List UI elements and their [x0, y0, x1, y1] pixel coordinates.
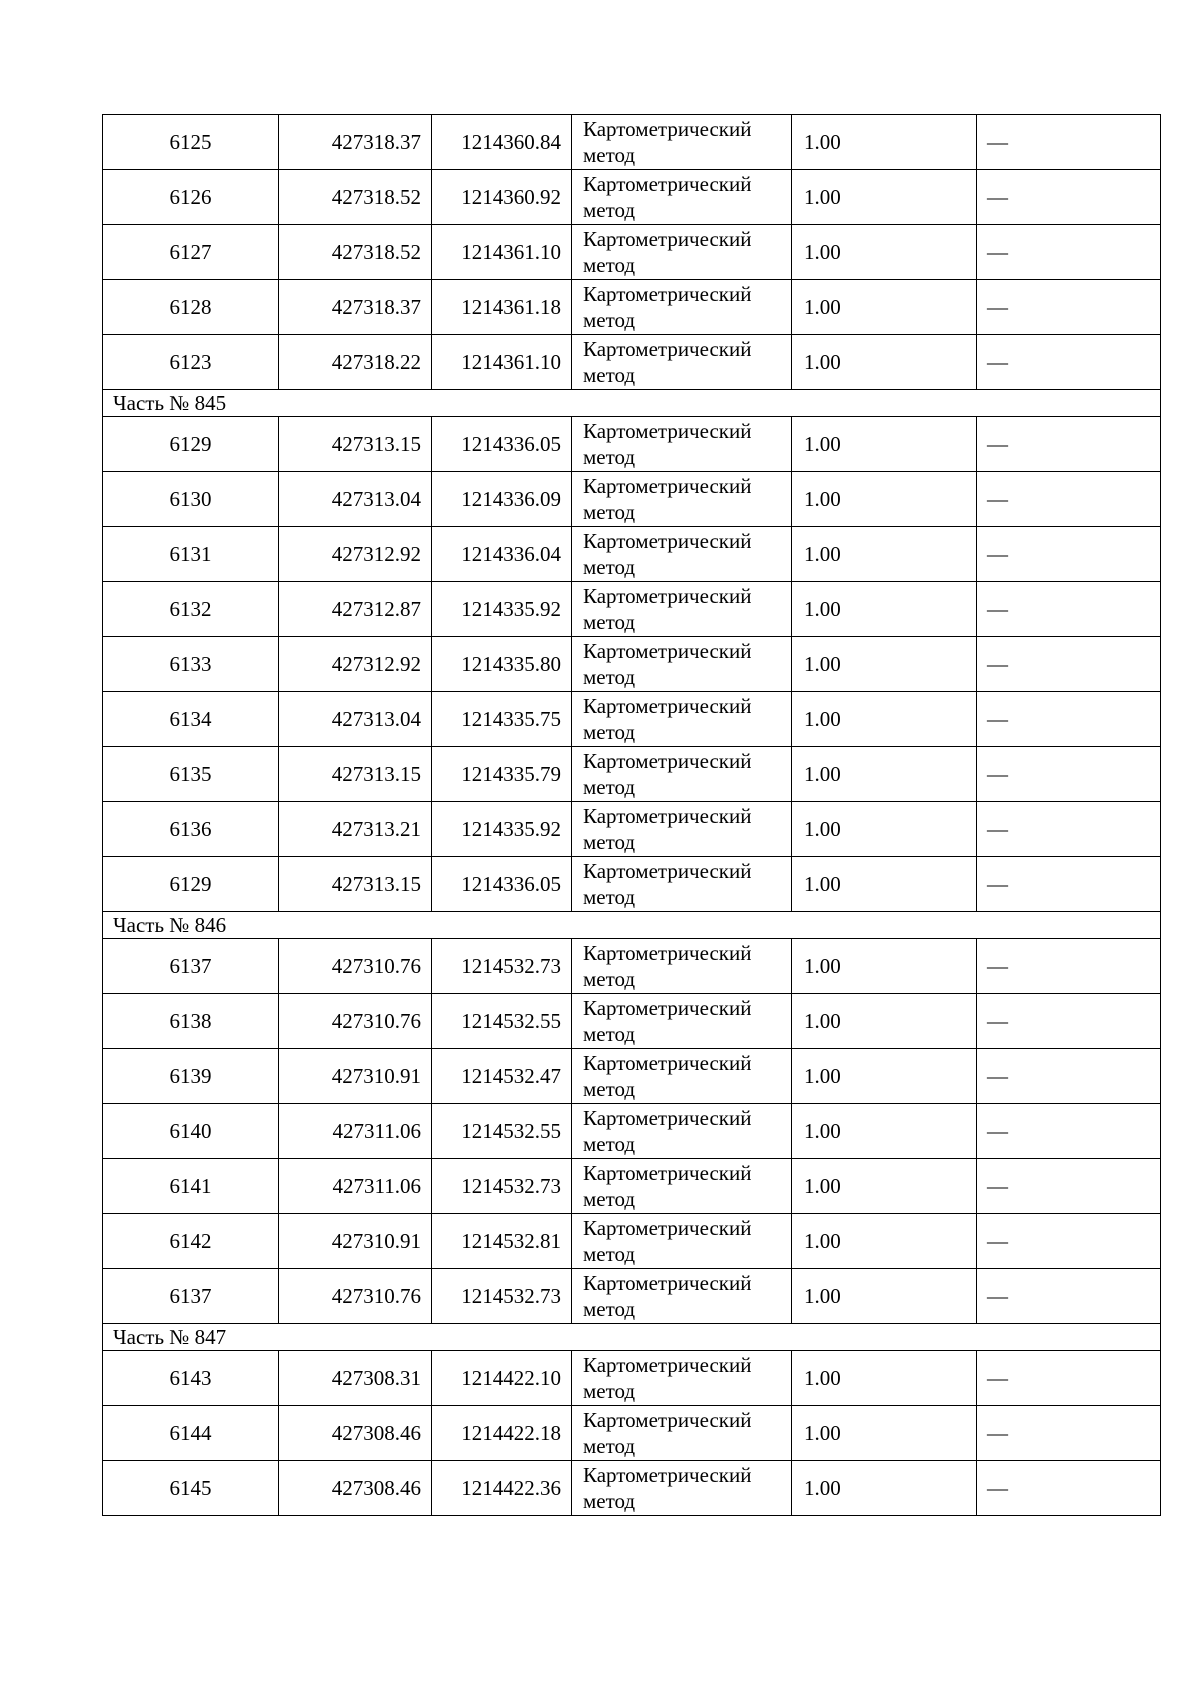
accuracy-cell: 1.00 — [792, 170, 977, 225]
accuracy-cell: 1.00 — [792, 1104, 977, 1159]
accuracy-cell: 1.00 — [792, 637, 977, 692]
description-cell: — — [977, 637, 1161, 692]
y-coordinate-cell: 1214532.73 — [432, 939, 572, 994]
method-line-1: Картометрический — [583, 996, 752, 1020]
method-cell — [572, 939, 792, 994]
y-coordinate-cell: 1214532.73 — [432, 1159, 572, 1214]
description-cell: — — [977, 225, 1161, 280]
y-coordinate-cell: 1214422.36 — [432, 1461, 572, 1516]
method-line-1: Картометрический — [583, 117, 752, 141]
y-coordinate-cell: 1214335.80 — [432, 637, 572, 692]
accuracy-cell: 1.00 — [792, 1269, 977, 1324]
x-coordinate-cell: 427313.15 — [279, 857, 432, 912]
x-coordinate-cell: 427310.91 — [279, 1049, 432, 1104]
table-row — [103, 857, 1161, 912]
y-coordinate-cell: 1214336.05 — [432, 857, 572, 912]
accuracy-cell: 1.00 — [792, 939, 977, 994]
description-cell: — — [977, 1269, 1161, 1324]
table-row — [103, 1406, 1161, 1461]
point-number-cell: 6133 — [103, 637, 279, 692]
table-row — [103, 472, 1161, 527]
x-coordinate-cell: 427308.46 — [279, 1406, 432, 1461]
method-line-1: Картометрический — [583, 1408, 752, 1432]
description-cell: — — [977, 170, 1161, 225]
point-number-cell: 6132 — [103, 582, 279, 637]
y-coordinate-cell: 1214422.10 — [432, 1351, 572, 1406]
description-cell: — — [977, 1159, 1161, 1214]
point-number-cell: 6137 — [103, 939, 279, 994]
x-coordinate-cell: 427318.52 — [279, 225, 432, 280]
point-number-cell: 6129 — [103, 857, 279, 912]
method-line-1: Картометрический — [583, 1271, 752, 1295]
method-line-1: Картометрический — [583, 1106, 752, 1130]
x-coordinate-cell: 427313.15 — [279, 747, 432, 802]
method-line-1: Картометрический — [583, 1353, 752, 1377]
method-cell — [572, 1159, 792, 1214]
accuracy-cell: 1.00 — [792, 1406, 977, 1461]
description-cell: — — [977, 1104, 1161, 1159]
method-cell — [572, 582, 792, 637]
y-coordinate-cell: 1214360.92 — [432, 170, 572, 225]
x-coordinate-cell: 427310.76 — [279, 939, 432, 994]
method-line-2: метод — [583, 1297, 636, 1321]
method-line-1: Картометрический — [583, 1051, 752, 1075]
accuracy-cell: 1.00 — [792, 472, 977, 527]
table-row — [103, 939, 1161, 994]
accuracy-cell: 1.00 — [792, 115, 977, 170]
method-line-2: метод — [583, 253, 636, 277]
method-cell — [572, 1214, 792, 1269]
accuracy-cell: 1.00 — [792, 1214, 977, 1269]
method-line-1: Картометрический — [583, 941, 752, 965]
x-coordinate-cell: 427308.46 — [279, 1461, 432, 1516]
method-cell — [572, 335, 792, 390]
point-number-cell: 6139 — [103, 1049, 279, 1104]
method-line-2: метод — [583, 308, 636, 332]
description-cell: — — [977, 582, 1161, 637]
description-cell: — — [977, 939, 1161, 994]
method-line-1: Картометрический — [583, 804, 752, 828]
method-cell — [572, 417, 792, 472]
method-line-2: метод — [583, 198, 636, 222]
table-row — [103, 115, 1161, 170]
accuracy-cell: 1.00 — [792, 1049, 977, 1104]
point-number-cell: 6128 — [103, 280, 279, 335]
section-header-row — [103, 1324, 1161, 1351]
y-coordinate-cell: 1214532.55 — [432, 994, 572, 1049]
accuracy-cell: 1.00 — [792, 1159, 977, 1214]
y-coordinate-cell: 1214361.18 — [432, 280, 572, 335]
method-line-2: метод — [583, 363, 636, 387]
accuracy-cell: 1.00 — [792, 1461, 977, 1516]
method-line-2: метод — [583, 1379, 636, 1403]
method-line-2: метод — [583, 967, 636, 991]
x-coordinate-cell: 427313.04 — [279, 472, 432, 527]
method-line-2: метод — [583, 610, 636, 634]
method-line-2: метод — [583, 720, 636, 744]
point-number-cell: 6136 — [103, 802, 279, 857]
section-title: Часть № 847 — [103, 1324, 1161, 1351]
method-cell — [572, 1104, 792, 1159]
y-coordinate-cell: 1214336.05 — [432, 417, 572, 472]
method-line-2: метод — [583, 445, 636, 469]
x-coordinate-cell: 427313.15 — [279, 417, 432, 472]
accuracy-cell: 1.00 — [792, 225, 977, 280]
section-header-row — [103, 912, 1161, 939]
method-cell — [572, 1351, 792, 1406]
method-line-1: Картометрический — [583, 639, 752, 663]
method-cell — [572, 1461, 792, 1516]
point-number-cell: 6137 — [103, 1269, 279, 1324]
table-row — [103, 527, 1161, 582]
method-cell — [572, 527, 792, 582]
point-number-cell: 6125 — [103, 115, 279, 170]
y-coordinate-cell: 1214335.79 — [432, 747, 572, 802]
description-cell: — — [977, 1461, 1161, 1516]
method-cell — [572, 1406, 792, 1461]
method-line-1: Картометрический — [583, 1161, 752, 1185]
table-row — [103, 335, 1161, 390]
y-coordinate-cell: 1214361.10 — [432, 225, 572, 280]
x-coordinate-cell: 427318.22 — [279, 335, 432, 390]
description-cell: — — [977, 857, 1161, 912]
y-coordinate-cell: 1214532.55 — [432, 1104, 572, 1159]
section-title: Часть № 846 — [103, 912, 1161, 939]
section-header-row — [103, 390, 1161, 417]
x-coordinate-cell: 427310.91 — [279, 1214, 432, 1269]
method-cell — [572, 280, 792, 335]
coordinates-table — [102, 114, 1161, 1516]
method-line-2: метод — [583, 500, 636, 524]
method-line-2: метод — [583, 555, 636, 579]
description-cell: — — [977, 692, 1161, 747]
table-row — [103, 280, 1161, 335]
method-cell — [572, 994, 792, 1049]
accuracy-cell: 1.00 — [792, 857, 977, 912]
method-line-2: метод — [583, 1077, 636, 1101]
description-cell: — — [977, 802, 1161, 857]
method-line-1: Картометрический — [583, 474, 752, 498]
method-line-1: Картометрический — [583, 694, 752, 718]
coordinates-table-body — [103, 115, 1161, 1516]
x-coordinate-cell: 427318.37 — [279, 115, 432, 170]
y-coordinate-cell: 1214336.04 — [432, 527, 572, 582]
description-cell: — — [977, 472, 1161, 527]
y-coordinate-cell: 1214532.81 — [432, 1214, 572, 1269]
description-cell: — — [977, 994, 1161, 1049]
method-cell — [572, 170, 792, 225]
table-row — [103, 637, 1161, 692]
y-coordinate-cell: 1214360.84 — [432, 115, 572, 170]
point-number-cell: 6123 — [103, 335, 279, 390]
method-line-2: метод — [583, 1022, 636, 1046]
point-number-cell: 6138 — [103, 994, 279, 1049]
accuracy-cell: 1.00 — [792, 280, 977, 335]
method-cell — [572, 857, 792, 912]
accuracy-cell: 1.00 — [792, 527, 977, 582]
accuracy-cell: 1.00 — [792, 747, 977, 802]
method-line-1: Картометрический — [583, 227, 752, 251]
method-line-2: метод — [583, 830, 636, 854]
table-row — [103, 1214, 1161, 1269]
description-cell: — — [977, 1351, 1161, 1406]
method-line-1: Картометрический — [583, 1463, 752, 1487]
description-cell: — — [977, 335, 1161, 390]
point-number-cell: 6143 — [103, 1351, 279, 1406]
method-line-1: Картометрический — [583, 172, 752, 196]
method-cell — [572, 115, 792, 170]
x-coordinate-cell: 427310.76 — [279, 994, 432, 1049]
accuracy-cell: 1.00 — [792, 1351, 977, 1406]
table-row — [103, 1159, 1161, 1214]
description-cell: — — [977, 1214, 1161, 1269]
table-row — [103, 1269, 1161, 1324]
y-coordinate-cell: 1214335.75 — [432, 692, 572, 747]
method-line-2: метод — [583, 143, 636, 167]
y-coordinate-cell: 1214422.18 — [432, 1406, 572, 1461]
table-row — [103, 994, 1161, 1049]
method-cell — [572, 637, 792, 692]
method-line-2: метод — [583, 665, 636, 689]
method-line-1: Картометрический — [583, 749, 752, 773]
document-page — [102, 114, 1160, 1516]
method-cell — [572, 802, 792, 857]
point-number-cell: 6141 — [103, 1159, 279, 1214]
table-row — [103, 582, 1161, 637]
accuracy-cell: 1.00 — [792, 335, 977, 390]
x-coordinate-cell: 427310.76 — [279, 1269, 432, 1324]
method-line-2: метод — [583, 775, 636, 799]
table-row — [103, 1461, 1161, 1516]
description-cell: — — [977, 115, 1161, 170]
x-coordinate-cell: 427311.06 — [279, 1104, 432, 1159]
y-coordinate-cell: 1214532.47 — [432, 1049, 572, 1104]
description-cell: — — [977, 1049, 1161, 1104]
y-coordinate-cell: 1214532.73 — [432, 1269, 572, 1324]
table-row — [103, 225, 1161, 280]
accuracy-cell: 1.00 — [792, 417, 977, 472]
y-coordinate-cell: 1214335.92 — [432, 802, 572, 857]
point-number-cell: 6135 — [103, 747, 279, 802]
method-line-1: Картометрический — [583, 419, 752, 443]
method-line-1: Картометрический — [583, 1216, 752, 1240]
accuracy-cell: 1.00 — [792, 994, 977, 1049]
method-line-2: метод — [583, 1132, 636, 1156]
description-cell: — — [977, 747, 1161, 802]
description-cell: — — [977, 280, 1161, 335]
x-coordinate-cell: 427308.31 — [279, 1351, 432, 1406]
point-number-cell: 6142 — [103, 1214, 279, 1269]
method-cell — [572, 472, 792, 527]
table-row — [103, 747, 1161, 802]
accuracy-cell: 1.00 — [792, 582, 977, 637]
point-number-cell: 6130 — [103, 472, 279, 527]
method-cell — [572, 692, 792, 747]
x-coordinate-cell: 427313.04 — [279, 692, 432, 747]
y-coordinate-cell: 1214336.09 — [432, 472, 572, 527]
method-cell — [572, 1269, 792, 1324]
point-number-cell: 6127 — [103, 225, 279, 280]
point-number-cell: 6131 — [103, 527, 279, 582]
method-cell — [572, 1049, 792, 1104]
y-coordinate-cell: 1214361.10 — [432, 335, 572, 390]
table-row — [103, 1351, 1161, 1406]
table-row — [103, 802, 1161, 857]
method-line-1: Картометрический — [583, 529, 752, 553]
x-coordinate-cell: 427312.87 — [279, 582, 432, 637]
table-row — [103, 170, 1161, 225]
table-row — [103, 1049, 1161, 1104]
x-coordinate-cell: 427313.21 — [279, 802, 432, 857]
accuracy-cell: 1.00 — [792, 692, 977, 747]
method-cell — [572, 225, 792, 280]
method-line-2: метод — [583, 1187, 636, 1211]
point-number-cell: 6140 — [103, 1104, 279, 1159]
accuracy-cell: 1.00 — [792, 802, 977, 857]
method-line-1: Картометрический — [583, 859, 752, 883]
point-number-cell: 6145 — [103, 1461, 279, 1516]
method-line-1: Картометрический — [583, 584, 752, 608]
table-row — [103, 692, 1161, 747]
method-line-2: метод — [583, 1489, 636, 1513]
method-line-1: Картометрический — [583, 337, 752, 361]
table-row — [103, 417, 1161, 472]
method-line-2: метод — [583, 1242, 636, 1266]
table-row — [103, 1104, 1161, 1159]
x-coordinate-cell: 427312.92 — [279, 527, 432, 582]
section-title: Часть № 845 — [103, 390, 1161, 417]
y-coordinate-cell: 1214335.92 — [432, 582, 572, 637]
method-line-2: метод — [583, 1434, 636, 1458]
description-cell: — — [977, 417, 1161, 472]
point-number-cell: 6129 — [103, 417, 279, 472]
method-cell — [572, 747, 792, 802]
x-coordinate-cell: 427312.92 — [279, 637, 432, 692]
point-number-cell: 6134 — [103, 692, 279, 747]
x-coordinate-cell: 427318.37 — [279, 280, 432, 335]
x-coordinate-cell: 427311.06 — [279, 1159, 432, 1214]
method-line-2: метод — [583, 885, 636, 909]
method-line-1: Картометрический — [583, 282, 752, 306]
description-cell: — — [977, 527, 1161, 582]
x-coordinate-cell: 427318.52 — [279, 170, 432, 225]
point-number-cell: 6144 — [103, 1406, 279, 1461]
description-cell: — — [977, 1406, 1161, 1461]
point-number-cell: 6126 — [103, 170, 279, 225]
